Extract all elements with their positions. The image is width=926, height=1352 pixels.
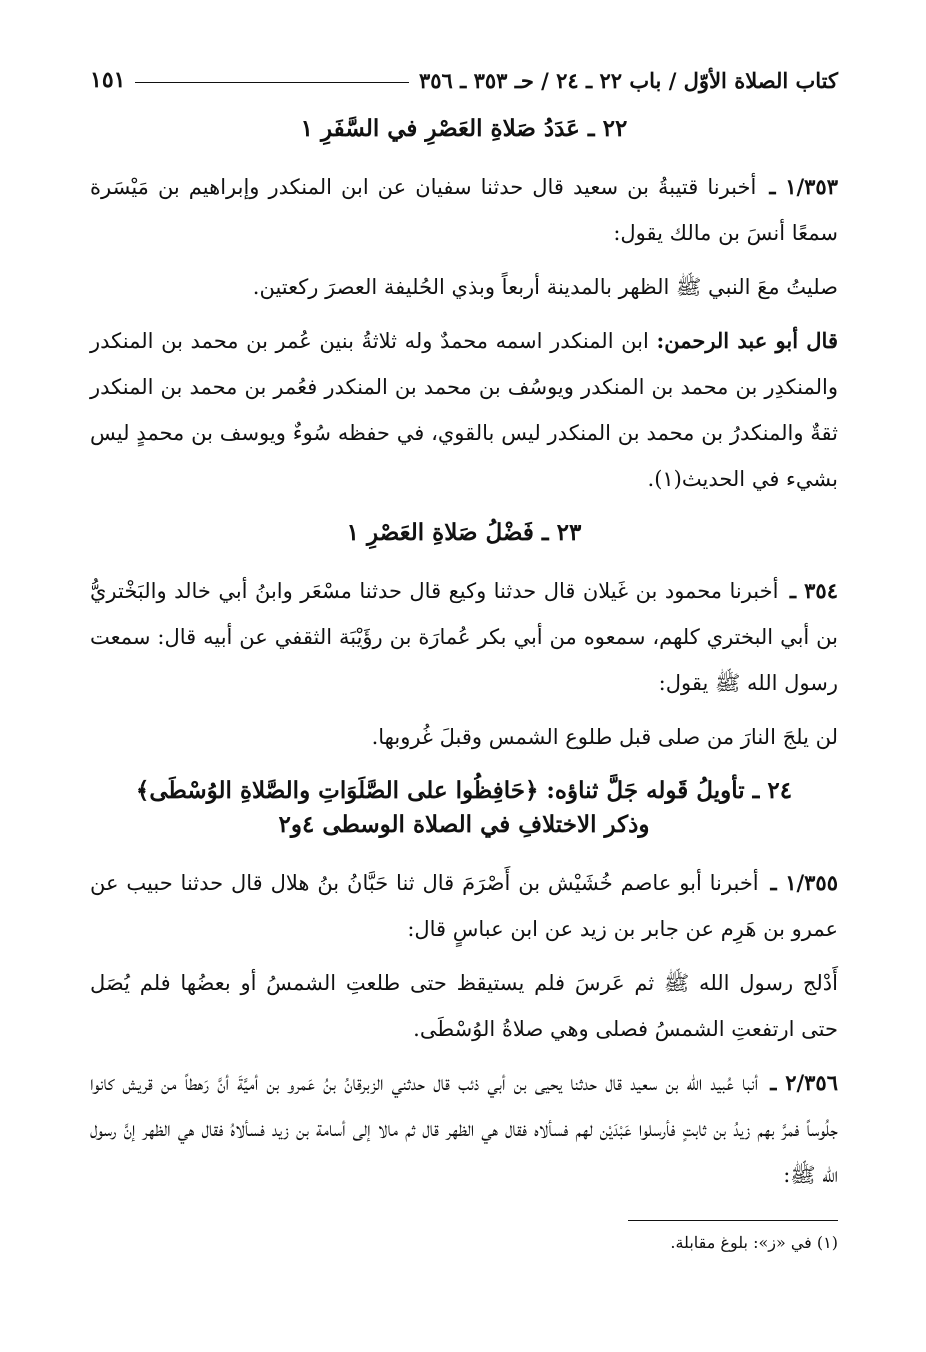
hadith-paragraph xyxy=(90,164,838,256)
matn-text: أَدْلج رسول الله ﷺ ثم عَرسَ فلم يستيقظ حتى طلعتِ الشمسُ أو بعضُها فلم يُصَل حتى ارتفعتِ الشمسُ فصلى وهي صلاةُ الوُسْطَى. xyxy=(90,971,838,1041)
hadith-number: ٢/٣٥٦ ـ xyxy=(770,1070,838,1095)
hadith-text: أخبرنا محمود بن غَيلان قال حدثنا وكيع قال حدثنا مسْعَر وابنُ أبي خالد والبَخْتريُّ بن أبي البختري كلهم، سمعوه من أبي بكر عُمارَة بن رؤَيْبَة الثقفي عن أبيه قال: سمعت رسول الله ﷺ يقول: xyxy=(90,579,838,695)
footnote-separator xyxy=(628,1220,838,1221)
hadith-number: ١/٣٥٣ ـ xyxy=(769,174,838,199)
hadith-text: أنبا عُبيد الله بن سعيد قال حدثنا يحيى بن أبي ذئب قال حدثني الزبرقانُ بنُ عَمرو بن أميَّةَ أنَّ رَهطاً من قريش كانوا جلُوساً فمرَّ بهم زيدُ بن ثابتٍ فأرسلوا عَبْدَيْن لهم فسألاه فقال هي الظهر قال ثم مالا إلى أسامة بن زيد فسألاهُ فقال هي الظهر إنَّ رسول الله ﷺ: xyxy=(90,1071,838,1187)
commentary-text: ابن المنكدر اسمه محمدٌ وله ثلاثةُ بنين عُمر بن محمد بن المنكدر والمنكدِر بن محمد بن المنكدر ويوسُف بن محمد بن المنكدر فعُمر بن محمد بن المنكدر ثقةٌ والمنكدرُ بن محمد بن المنكدر ليس بالقوي، في حفظه سُوءٌ ويوسف بن محمدٍ ليس بشيء في الحديث(١). xyxy=(90,329,839,491)
chapter-title-24 xyxy=(90,774,838,842)
commentary-label: قال أبو عبد الرحمن: xyxy=(656,328,838,353)
hadith-text: أخبرنا أبو عاصم خُشَيْش بن أَصْرَمَ قال ثنا حَبَّانُ بنُ هلال قال حدثنا حبيب عن عمرو بن هَرِم عن جابر بن زيد عن ابن عباسٍ قال: xyxy=(90,871,838,941)
hadith-paragraph xyxy=(90,568,838,706)
hadith-paragraph xyxy=(90,860,838,952)
matn-paragraph xyxy=(90,714,838,760)
hadith-number: ٣٥٤ ـ xyxy=(789,578,838,603)
matn-paragraph xyxy=(90,264,838,310)
chapter-title-text: ٢٤ ـ تأويلُ قَوله جَلَّ ثناؤه: ﴿حَافِظُوا على الصَّلَوَاتِ والصَّلاةِ الوُسْطَى﴾ xyxy=(135,777,793,804)
page-number: ١٥١ xyxy=(90,67,126,93)
chapter-title-23 xyxy=(90,516,838,550)
chapter-title-text: ٢٢ ـ عَدَدُ صَلاةِ العَصْرِ في السَّفَرِ ١ xyxy=(300,115,628,142)
chapter-title-text: ٢٣ ـ فَضْلُ صَلاةِ العَصْرِ ١ xyxy=(346,519,582,546)
matn-text: صليتُ معَ النبي ﷺ الظهر بالمدينة أربعاً وبذي الحُليفة العصرَ ركعتين. xyxy=(252,275,838,299)
hadith-paragraph xyxy=(90,1060,838,1198)
footnote: (١) في «ز»: بلوغ مقابلة. xyxy=(670,1233,838,1252)
header-rule xyxy=(135,82,408,83)
commentary-paragraph xyxy=(90,318,838,502)
chapter-subtitle-text: وذكر الاختلافِ في الصلاة الوسطى ٤و٢ xyxy=(278,811,650,838)
matn-text: لن يلجَ النارَ من صلى قبل طلوع الشمس وقبلَ غُروبها. xyxy=(371,725,838,749)
chapter-title-22 xyxy=(90,112,838,146)
running-header-title: كتاب الصلاة الأوّل / باب ٢٢ ـ ٢٤ / حـ ٣٥٣ ـ ٣٥٦ xyxy=(418,67,838,93)
hadith-number: ١/٣٥٥ ـ xyxy=(770,870,838,895)
hadith-text: أخبرنا قتيبةُ بن سعيد قال حدثنا سفيان عن ابن المنكدر وإبراهيم بن مَيْسَرة سمعًا أنسَ بن مالك يقول: xyxy=(90,175,838,245)
matn-paragraph xyxy=(90,960,838,1052)
document-page xyxy=(90,62,838,1257)
running-header xyxy=(90,62,838,98)
